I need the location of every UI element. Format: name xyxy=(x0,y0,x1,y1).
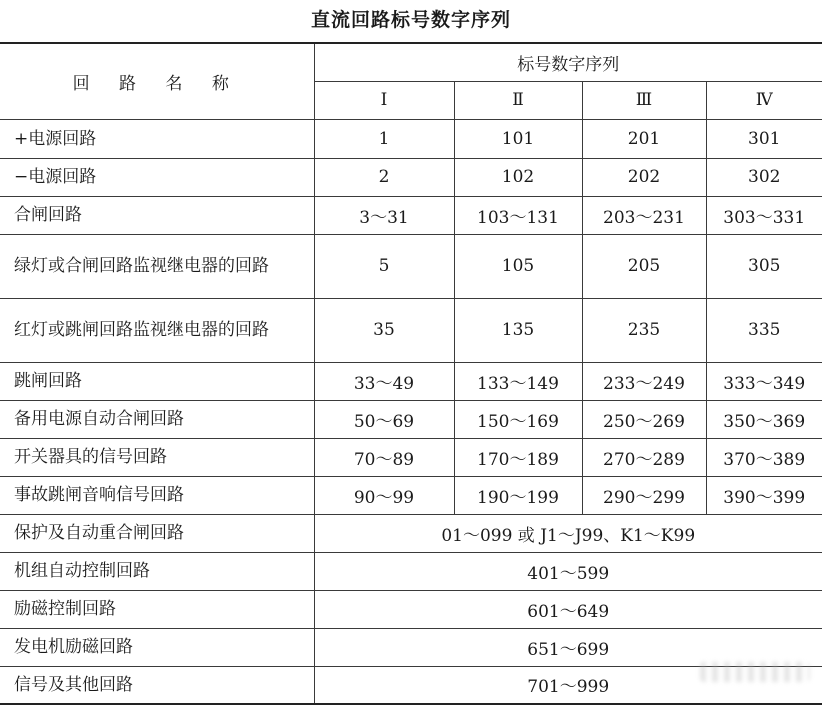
cell-value: 390～399 xyxy=(706,476,822,514)
dc-circuit-number-table xyxy=(0,42,822,705)
header-col-2: Ⅱ xyxy=(454,81,582,119)
cell-value: 290～299 xyxy=(582,476,706,514)
cell-value: 333～349 xyxy=(706,362,822,400)
cell-value: 201 xyxy=(582,119,706,158)
cell-value: 1 xyxy=(314,119,454,158)
table-row xyxy=(0,158,822,196)
table-row xyxy=(0,196,822,234)
table-row xyxy=(0,234,822,298)
cell-value: 3～31 xyxy=(314,196,454,234)
row-name: 备用电源自动合闸回路 xyxy=(0,400,314,438)
row-name: 保护及自动重合闸回路 xyxy=(0,514,314,552)
cell-value: 233～249 xyxy=(582,362,706,400)
row-name: 信号及其他回路 xyxy=(0,666,314,704)
cell-value: 335 xyxy=(706,298,822,362)
cell-value: 70～89 xyxy=(314,438,454,476)
cell-value: 350～369 xyxy=(706,400,822,438)
table-row xyxy=(0,666,822,704)
table-row xyxy=(0,298,822,362)
header-col-4: Ⅳ xyxy=(706,81,822,119)
row-name: −电源回路 xyxy=(0,158,314,196)
cell-value: 135 xyxy=(454,298,582,362)
row-name: 合闸回路 xyxy=(0,196,314,234)
table-row xyxy=(0,628,822,666)
cell-value: 133～149 xyxy=(454,362,582,400)
table-row xyxy=(0,476,822,514)
table-row xyxy=(0,514,822,552)
cell-value: 170～189 xyxy=(454,438,582,476)
cell-value-merged: 401～599 xyxy=(314,552,822,590)
row-name: 事故跳闸音响信号回路 xyxy=(0,476,314,514)
cell-value: 270～289 xyxy=(582,438,706,476)
row-name: 机组自动控制回路 xyxy=(0,552,314,590)
header-col-3: Ⅲ xyxy=(582,81,706,119)
cell-value: 50～69 xyxy=(314,400,454,438)
table-row xyxy=(0,438,822,476)
cell-value: 5 xyxy=(314,234,454,298)
table-row xyxy=(0,362,822,400)
cell-value: 202 xyxy=(582,158,706,196)
row-name: 绿灯或合闸回路监视继电器的回路 xyxy=(0,234,314,298)
cell-value: 302 xyxy=(706,158,822,196)
row-name: 励磁控制回路 xyxy=(0,590,314,628)
table-row xyxy=(0,552,822,590)
cell-value: 301 xyxy=(706,119,822,158)
header-col-1: Ⅰ xyxy=(314,81,454,119)
cell-value: 235 xyxy=(582,298,706,362)
row-name: 开关器具的信号回路 xyxy=(0,438,314,476)
cell-value: 250～269 xyxy=(582,400,706,438)
table-title: 直流回路标号数字序列 xyxy=(310,9,511,31)
row-name: 发电机励磁回路 xyxy=(0,628,314,666)
cell-value: 105 xyxy=(454,234,582,298)
header-name-cell xyxy=(0,43,314,119)
row-name: 红灯或跳闸回路监视继电器的回路 xyxy=(0,298,314,362)
header-group-cell: 标号数字序列 xyxy=(314,43,822,81)
header-name-label: 回 路 名 称 xyxy=(72,73,241,94)
cell-value-merged: 01～099 或 J1～J99、K1～K99 xyxy=(314,514,822,552)
cell-value: 205 xyxy=(582,234,706,298)
cell-value: 102 xyxy=(454,158,582,196)
row-name: 跳闸回路 xyxy=(0,362,314,400)
table-row xyxy=(0,119,822,158)
cell-value: 150～169 xyxy=(454,400,582,438)
cell-value: 370～389 xyxy=(706,438,822,476)
cell-value: 103～131 xyxy=(454,196,582,234)
blurred-watermark xyxy=(700,662,810,682)
cell-value: 203～231 xyxy=(582,196,706,234)
table-row xyxy=(0,590,822,628)
cell-value: 33～49 xyxy=(314,362,454,400)
row-name: +电源回路 xyxy=(0,119,314,158)
cell-value: 101 xyxy=(454,119,582,158)
cell-value: 305 xyxy=(706,234,822,298)
cell-value-merged: 701～999 xyxy=(314,666,822,704)
cell-value: 90～99 xyxy=(314,476,454,514)
cell-value: 35 xyxy=(314,298,454,362)
cell-value-merged: 601～649 xyxy=(314,590,822,628)
table-row xyxy=(0,400,822,438)
cell-value: 190～199 xyxy=(454,476,582,514)
cell-value: 303～331 xyxy=(706,196,822,234)
cell-value-merged: 651～699 xyxy=(314,628,822,666)
cell-value: 2 xyxy=(314,158,454,196)
